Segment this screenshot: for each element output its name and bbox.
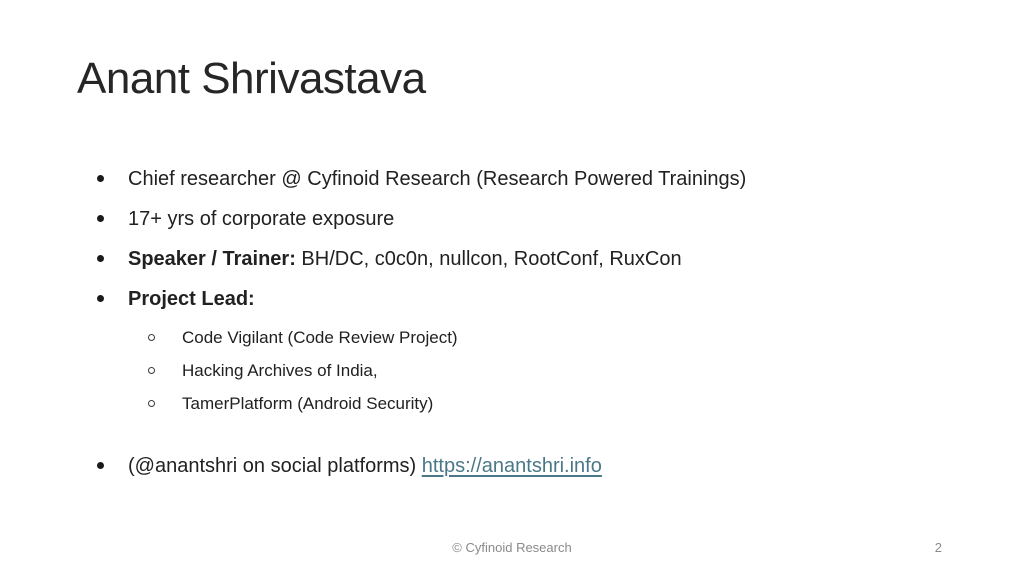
- bullet-text: [128, 455, 602, 477]
- sub-list-item: [96, 327, 976, 348]
- list-item: [96, 167, 976, 191]
- bullet-text: 17+ yrs of corporate exposure: [128, 208, 395, 230]
- bullet-icon: [97, 215, 104, 222]
- circle-bullet-icon: [148, 334, 155, 341]
- circle-bullet-icon: [148, 400, 155, 407]
- page-number: 2: [934, 540, 942, 555]
- sub-list-item: [96, 393, 976, 414]
- footer-copyright: © Cyfinoid Research: [452, 540, 572, 555]
- bullet-text: Code Vigilant (Code Review Project): [182, 328, 458, 347]
- bullet-icon: [97, 175, 104, 182]
- list-item: [96, 207, 976, 231]
- list-item: [96, 247, 976, 271]
- sub-list-item: [96, 360, 976, 381]
- list-item: [96, 454, 976, 478]
- bullet-text: Hacking Archives of India,: [182, 361, 378, 380]
- bullet-bold-text: Project Lead:: [128, 288, 255, 310]
- anantshri-website-link[interactable]: https://anantshri.info: [421, 455, 602, 477]
- bullet-text: TamerPlatform (Android Security): [182, 394, 434, 413]
- bullet-icon: [97, 255, 104, 262]
- bullet-list: [96, 167, 976, 494]
- circle-bullet-icon: [148, 367, 155, 374]
- bullet-regular-text: BH/DC, c0c0n, nullcon, RootConf, RuxCon: [295, 248, 682, 270]
- bullet-text: Chief researcher @ Cyfinoid Research (Research Powered Trainings): [128, 168, 747, 190]
- bullet-icon: [97, 295, 104, 302]
- slide-title: Anant Shrivastava: [77, 54, 426, 103]
- bullet-text: [128, 288, 255, 310]
- bullet-icon: [97, 462, 104, 469]
- bullet-regular-text: (@anantshri on social platforms): [128, 455, 422, 477]
- bullet-bold-text: Speaker / Trainer:: [128, 248, 296, 270]
- slide-footer: [0, 540, 1024, 560]
- bullet-text: [128, 248, 682, 270]
- list-item: [96, 287, 976, 311]
